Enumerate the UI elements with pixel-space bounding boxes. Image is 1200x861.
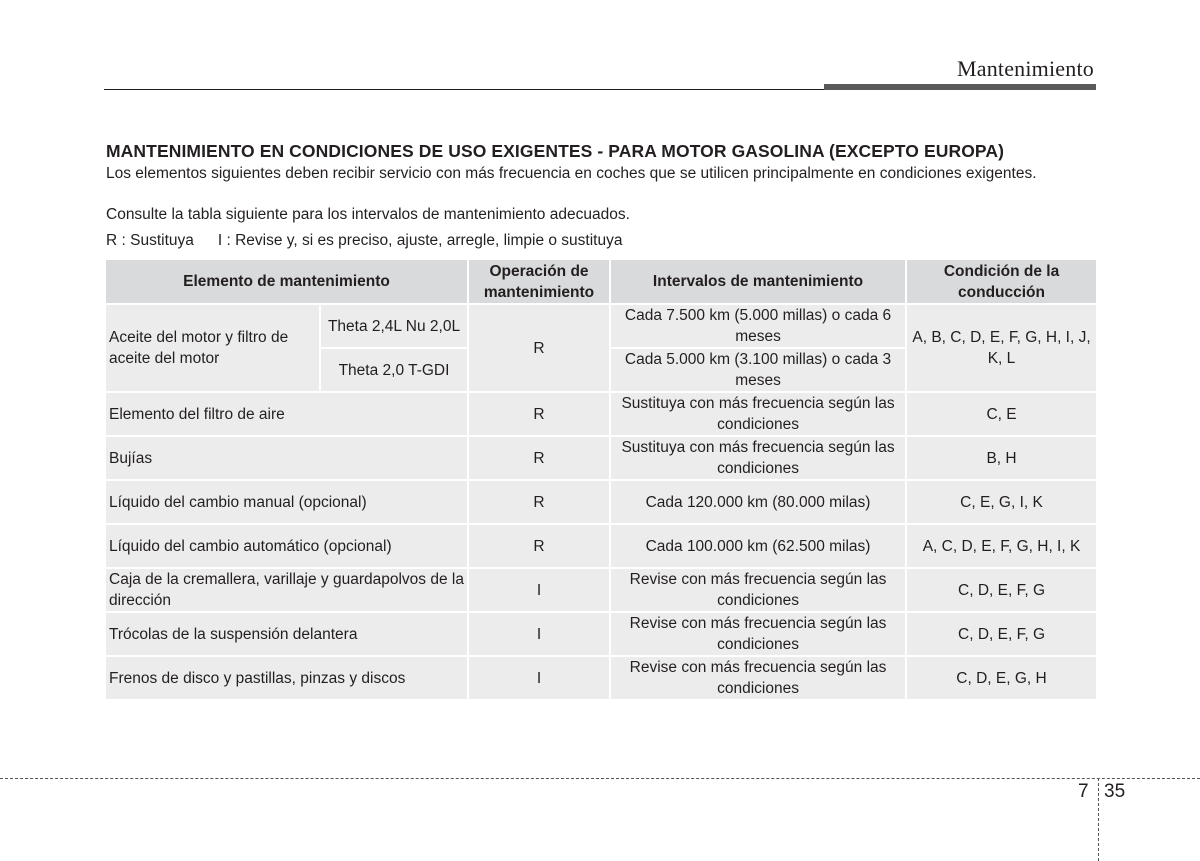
header-interval: Intervalos de mantenimiento [610,259,906,304]
cell-item: Líquido del cambio automático (opcional) [105,524,468,568]
cell-interval: Cada 7.500 km (5.000 millas) o cada 6 meses [610,304,906,348]
cell-condition: C, D, E, F, G [906,568,1097,612]
table-row [105,656,1097,700]
table-row [105,568,1097,612]
legend-r: R : Sustituya [106,232,194,249]
cell-operation: I [468,656,610,700]
header-rule [104,89,824,90]
cell-interval: Revise con más frecuencia según las condiciones [610,656,906,700]
cell-item: Caja de la cremallera, varillaje y guardapolvos de la dirección [105,568,468,612]
cell-condition: C, E [906,392,1097,436]
cell-engine: Theta 2,4L Nu 2,0L [320,304,468,348]
table-header-row [105,259,1097,304]
cell-condition: A, C, D, E, F, G, H, I, K [906,524,1097,568]
cell-operation: R [468,480,610,524]
cell-interval: Sustituya con más frecuencia según las condiciones [610,392,906,436]
cell-item: Elemento del filtro de aire [105,392,468,436]
intro-paragraph: Los elementos siguientes deben recibir servicio con más frecuencia en coches que se utilicen principalmente en condiciones exigentes. [106,165,1037,182]
cell-interval: Cada 120.000 km (80.000 milas) [610,480,906,524]
cell-condition: C, D, E, F, G [906,612,1097,656]
cell-operation: I [468,568,610,612]
cell-item: Trócolas de la suspensión delantera [105,612,468,656]
header-rule-accent [824,84,1096,90]
cell-interval: Cada 100.000 km (62.500 milas) [610,524,906,568]
chapter-number: 7 [1078,781,1089,802]
cell-interval: Cada 5.000 km (3.100 millas) o cada 3 meses [610,348,906,392]
header-condition: Condición de la conducción [906,259,1097,304]
table-row [105,480,1097,524]
cell-condition: A, B, C, D, E, F, G, H, I, J, K, L [906,304,1097,392]
cell-condition: B, H [906,436,1097,480]
cell-interval: Revise con más frecuencia según las condiciones [610,568,906,612]
cell-operation: R [468,392,610,436]
table-row [105,436,1097,480]
cell-item: Bujías [105,436,468,480]
cell-interval: Sustituya con más frecuencia según las condiciones [610,436,906,480]
legend-i: I : Revise y, si es preciso, ajuste, arregle, limpie o sustituya [217,232,623,249]
cell-item: Aceite del motor y filtro de aceite del motor [105,304,320,392]
cell-interval: Revise con más frecuencia según las condiciones [610,612,906,656]
consult-paragraph: Consulte la tabla siguiente para los intervalos de mantenimiento adecuados. [106,206,630,223]
cell-engine: Theta 2,0 T-GDI [320,348,468,392]
footer-rule [0,778,1200,779]
cell-item: Frenos de disco y pastillas, pinzas y discos [105,656,468,700]
cell-operation: R [468,524,610,568]
table-row [105,304,1097,348]
cell-condition: C, E, G, I, K [906,480,1097,524]
running-header-title: Mantenimiento [956,56,1094,81]
cell-operation: R [468,304,610,392]
legend [106,231,622,251]
table-row [105,524,1097,568]
header-operation: Operación de mantenimiento [468,259,610,304]
maintenance-table [104,258,1098,701]
section-title: MANTENIMIENTO EN CONDICIONES DE USO EXIGENTES - PARA MOTOR GASOLINA (EXCEPTO EUROPA) [106,141,1005,161]
table-row [105,612,1097,656]
table-row [105,392,1097,436]
cell-condition: C, D, E, G, H [906,656,1097,700]
cell-operation: R [468,436,610,480]
header-item: Elemento de mantenimiento [105,259,468,304]
cell-item: Líquido del cambio manual (opcional) [105,480,468,524]
page-number: 35 [1104,781,1126,802]
cell-operation: I [468,612,610,656]
footer-divider [1098,778,1099,861]
